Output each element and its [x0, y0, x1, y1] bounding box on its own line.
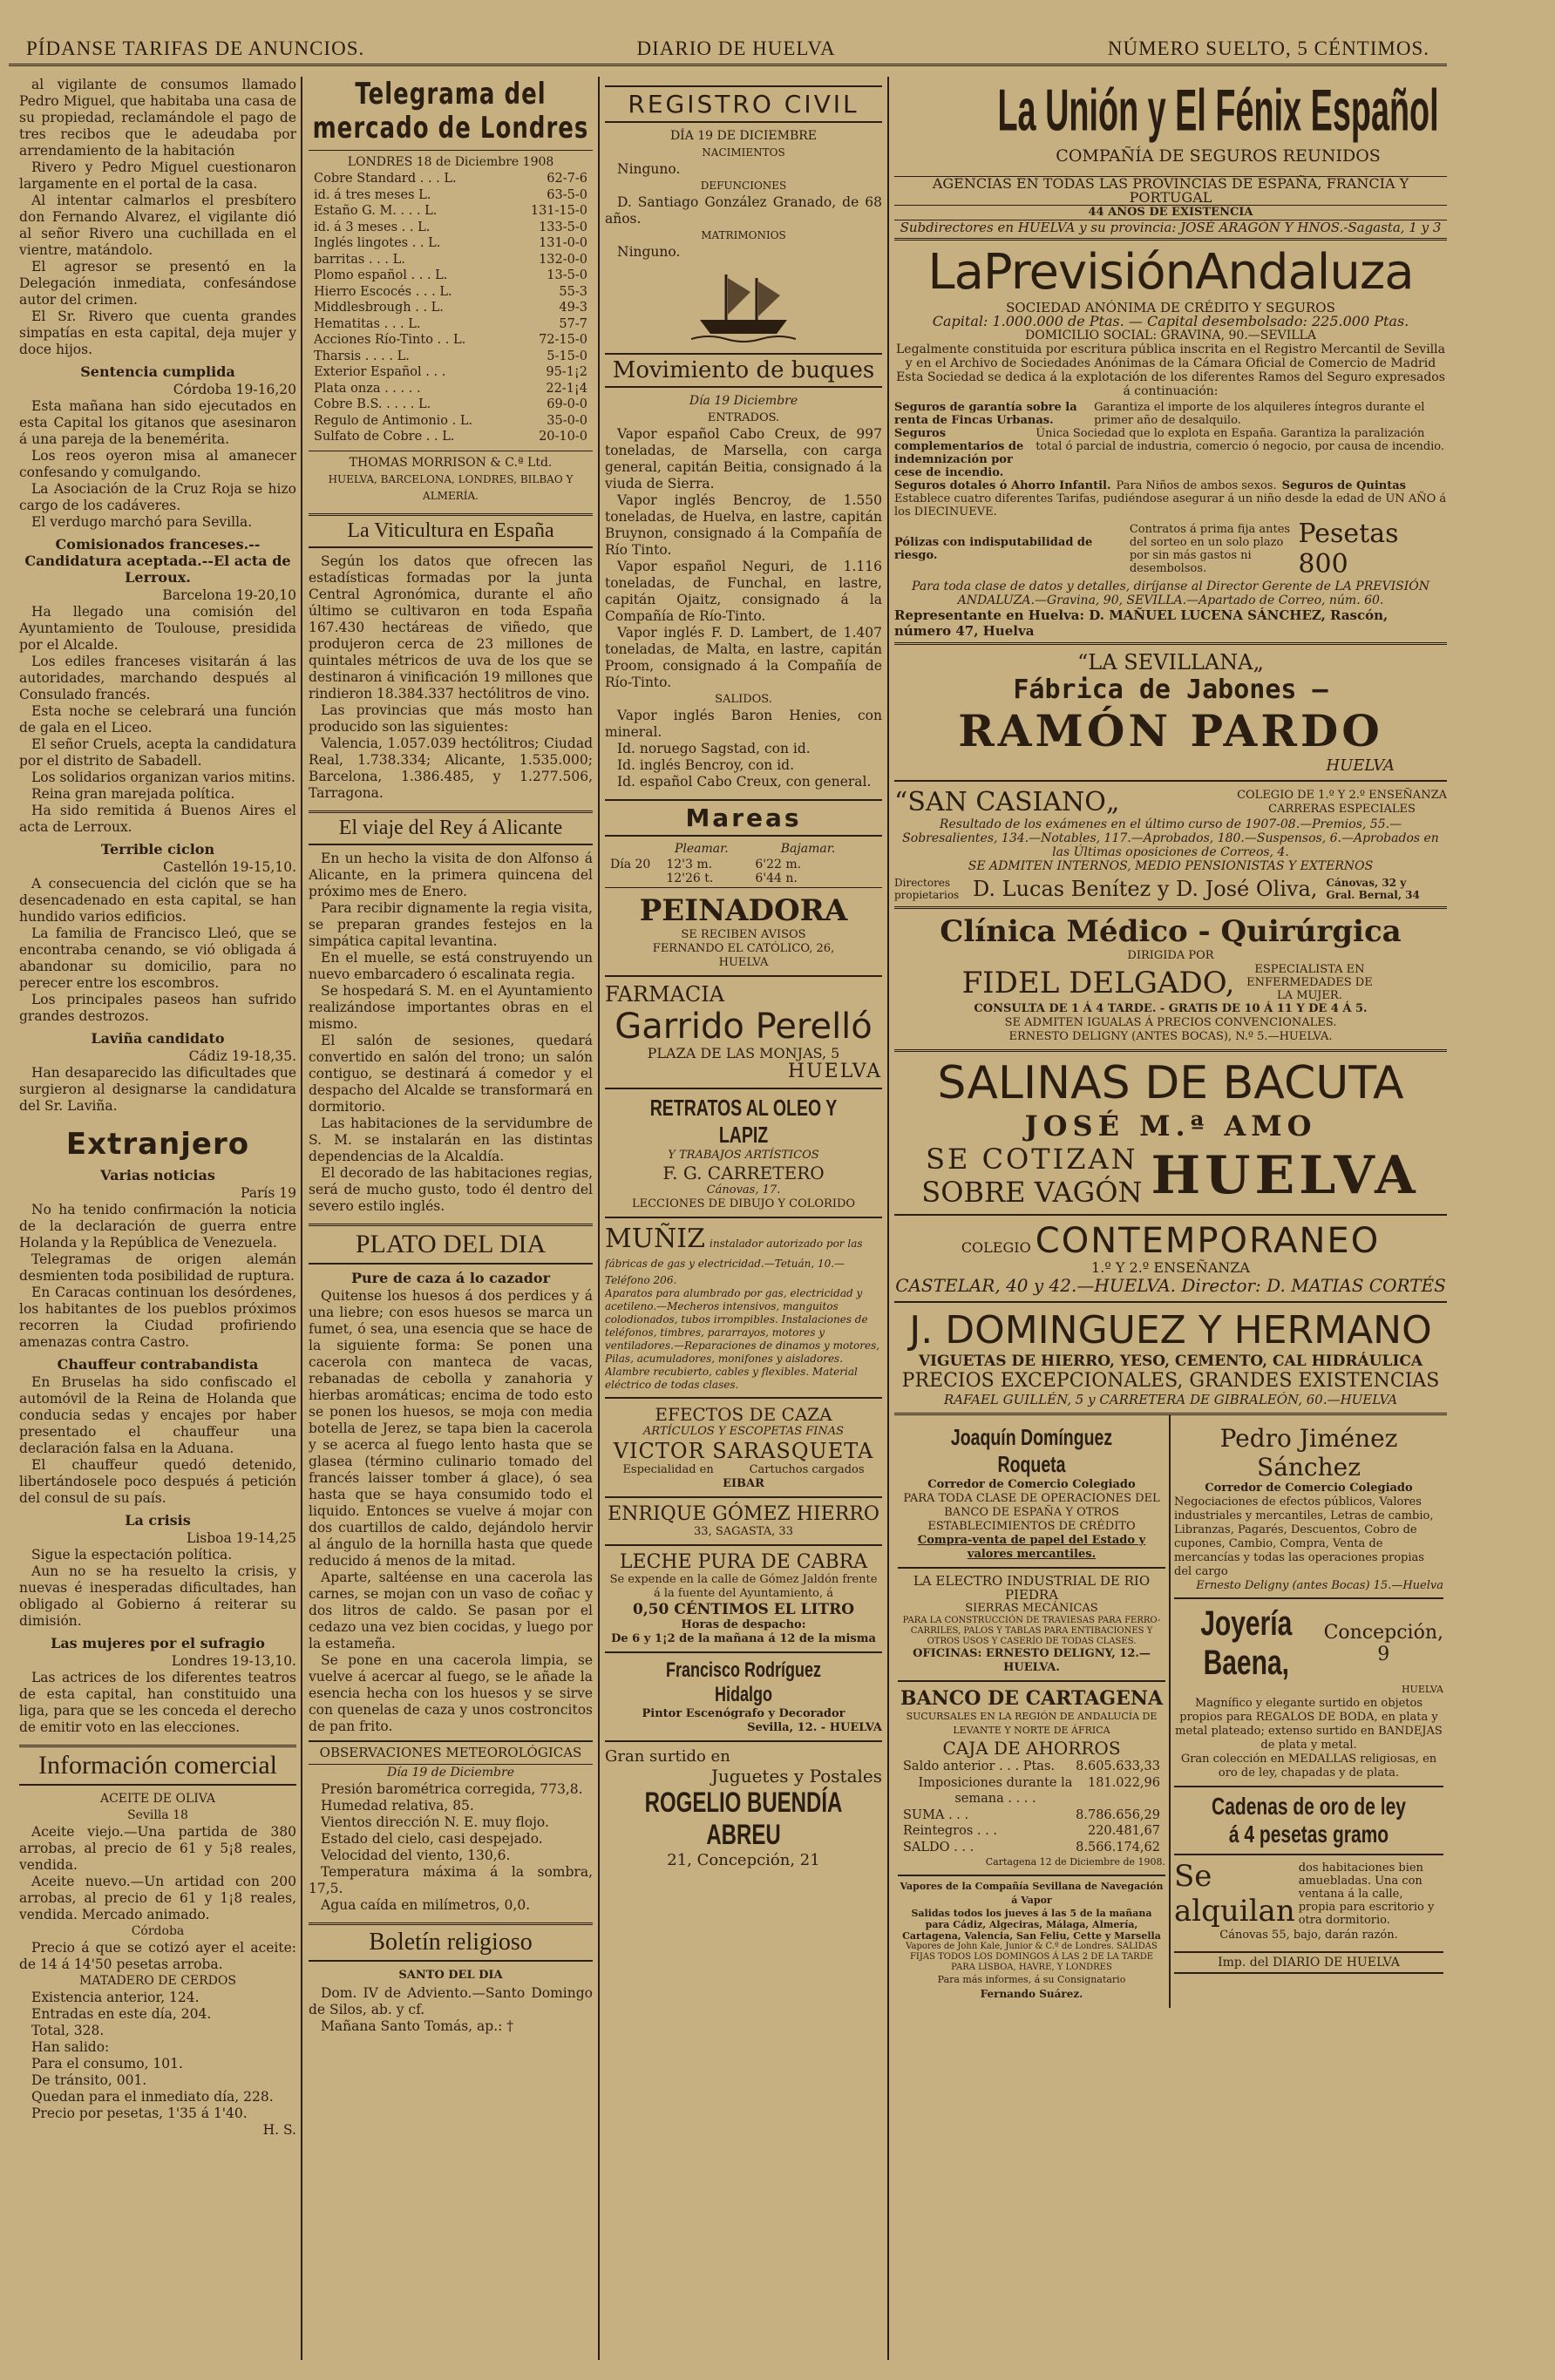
stat-line: Quedan para el inmediato día, 228. [31, 2089, 274, 2105]
price-row [309, 300, 593, 316]
recipe-title: Pure de caza á lo cazador [350, 1269, 551, 1286]
ad-ramon-pardo: “LA SEVILLANA„ Fábrica de Jabones — RAMÓN PARDO HUELVA [894, 642, 1447, 780]
weather-line: Humedad relativa, 85. [321, 1797, 474, 1814]
telegram-title: Telegrama del mercado de Londres [312, 78, 589, 146]
price-value: 5-15-0 [547, 349, 587, 363]
ads-lower-right [1171, 1415, 1447, 2008]
article-text: No ha tenido confirmación la noticia de la declaración de guerra entre Holanda y la República de Venezuela. [19, 1202, 296, 1251]
news-heading: Sentencia cumplida [80, 363, 235, 380]
news-heading: La crisis [125, 1512, 191, 1529]
dateline: Castellón 19-15,10. [163, 859, 296, 875]
article-text: El agresor se presentó en la Delegación inmediata, confesándose autor del crimen. [19, 259, 296, 308]
article-text: Ha llegado una comisión del Ayuntamiento de Toulouse, presidida por el Alcalde. [19, 604, 296, 653]
news-heading: Chauffeur contrabandista [57, 1356, 259, 1373]
ad-electro-industrial: LA ELECTRO INDUSTRIAL DE RIO PIEDRA SIERRAS MECÁNICAS PARA LA CONSTRUCCIÓN DE TRAVIESAS PARA FERRO-CARRILES, PALOS Y TABLAS PARA ENTIBACIONES Y OTROS USOS Y CASERÍO DE TODAS CLASES. OFICINAS: ERNESTO DELIGNY, 12.—HUELVA. [898, 1569, 1165, 1682]
article-text: El chauffeur quedó detenido, libertándosele poco después á petición del consul de su país. [19, 1457, 296, 1506]
ad-gomez-hierro: ENRIQUE GÓMEZ HIERRO 33, SAGASTA, 33 [605, 1498, 882, 1546]
article-text: Se pone en una cacerola limpia, se vuelve á acercar al fuego, se le añade la esencia hecha con los huesos y se sirve con quenelas de caza y unos costroncitos de pan frito. [309, 1651, 593, 1734]
column-registry-ads [605, 77, 882, 2360]
price-value: 22-1¡4 [546, 381, 587, 396]
ads-lower-grid [894, 1413, 1447, 2008]
price-value: 63-5-0 [547, 187, 587, 202]
news-heading: Terrible ciclon [100, 841, 215, 858]
ship-entry: Id. español Cabo Creux, con general. [617, 774, 872, 790]
weather-line: Agua caída en milímetros, 0,0. [321, 1896, 531, 1913]
weather-date: Día 19 de Diciembre [387, 1765, 514, 1780]
news-heading: Las mujeres por el sufragio [51, 1635, 265, 1651]
article-text: Las habitaciones de la servidumbre de S. M. se instalarán en las distintas dependencias de la Alcaldía. [309, 1115, 593, 1164]
price-value: 57-7 [559, 316, 587, 331]
price-row [309, 364, 593, 381]
column-rule [598, 77, 600, 2360]
sub-heading: MATADERO DE CERDOS [79, 1974, 236, 1988]
article-text: Los principales paseos han sufrido grandes destrozos. [19, 992, 296, 1024]
ad-retratos: RETRATOS AL OLEO Y LAPIZ Y TRABAJOS ARTÍSTICOS F. G. CARRETERO Cánovas, 17. LECCIONES DE DIBUJO Y COLORIDO [605, 1089, 882, 1218]
price-table [309, 171, 593, 445]
ad-se-alquilan: Se alquilan dos habitaciones bien amuebladas. Una con ventana á la calle, propia para escritorio y otra dormitorio. Cánovas 55, bajo, darán razón. [1174, 1859, 1435, 1942]
ship-entry: Vapor español Cabo Creux, de 997 toneladas, de Marsella, con carga general, capitán Beitia, consignado á la viuda de Sierra. [605, 426, 882, 492]
article-text: Los solidarios organizan varios mitins. [31, 770, 295, 785]
weather-title: OBSERVACIONES METEOROLÓGICAS [309, 1740, 593, 1765]
article-text: Esta noche se celebrará una función de gala en el Liceo. [19, 703, 296, 736]
stat-line: De tránsito, 001. [31, 2072, 147, 2088]
price-label: Regulo de Antimonio . L. [314, 413, 473, 428]
price-label: Plata onza . . . . . [314, 381, 421, 396]
news-heading: Comisionados franceses.--Candidatura aceptada.--El acta de Lerroux. [24, 536, 291, 586]
article-text: Precio á que se cotizó ayer el aceite: de 14 á 14'50 pesetas arroba. [19, 1940, 296, 1972]
ship-icon [691, 266, 796, 344]
ad-jimenez-sanchez: Pedro Jiménez Sánchez Corredor de Comercio Colegiado Negociaciones de efectos públicos, Valores industriales y mercantiles, Letras de cambio, Libranzas, Pagarés, Descuentos, Cobro de cupones, Cambio, Compra, Venta de mercancías y todas las operaciones propias del cargo Ernesto Deligny (antes Bocas) 15.—Huelva [1174, 1419, 1443, 1599]
ad-muniz: MUÑIZ instalador autorizado por las fábricas de gas y electricidad.—Tetuán, 10.—Teléfono 206. Aparatos para alumbrado por gas, electricidad y acetileno.—Mecheros intensivos, manguitos colodionados, tubos irrompibles. Instalaciones de teléfonos, timbres, pararrayos, motores y ventiladores.—Reparaciones de dinamos y motores, Pilas, acumuladores, monifones y aisladores. Alambre recubierto, cables y flexibles. Material eléctrico de todas clases. [605, 1218, 882, 1399]
article-text: El verdugo marchó para Sevilla. [31, 514, 253, 530]
column-news [19, 77, 296, 2360]
article-text: Se hospedará S. M. en el Ayuntamiento realizándose importantes obras en el mismo. [309, 982, 593, 1032]
price-label: Hematitas . . . L. [314, 316, 421, 331]
subdirectors-line: Subdirectores en HUELVA y su provincia: JOSÉ ARAGÓN Y HNOS.-Sagasta, 1 y 3 [900, 220, 1442, 235]
price-label: Estaño G. M. . . . L. [314, 204, 438, 218]
article-text: Reina gran marejada política. [31, 786, 235, 802]
price-value: 95-1¡2 [546, 365, 587, 379]
ad-dominguez-roqueta: Joaquín Domínguez Roqueta Corredor de Comercio Colegiado PARA TODA CLASE DE OPERACIONES DEL BANCO DE ESPAÑA Y OTROS ESTABLECIMIENTOS DE CRÉDITO Compra-venta de papel del Estado y valores mercantiles. [898, 1419, 1165, 1569]
article-text: Quitense los huesos á dos perdices y á una liebre; con esos huesos se marca un fumet, ó sea, una esencia que se hace de la siguiente forma: Se ponen una cacerola con manteca de vacas, rebanadas de cebolla y zanahoria y hierbas aromáticas; encima de todo esto se ponen los huesos, se moja con media botella de Jerez, se tapa bien la cacerola y se acerca al fuego lento hasta que se glasea (término culinario tomado del francés laisser tomber á glace), ó sea hasta que se haya consumido todo el liquido. Entonces se vuelve á mojar con dos cuartillos de caldo, dejándolo hervir al ángulo de la hornilla hasta que quede reducido á menos de la mitad. [309, 1287, 593, 1569]
section-title-plato: PLATO DEL DIA [309, 1224, 593, 1265]
saint-heading: SANTO DEL DIA [398, 1968, 503, 1982]
article-text: Al intentar calmarlos el presbítero don Fernando Alvarez, el vigilante dió al señor Rivero una cuchillada en el vientre, matándolo. [19, 193, 296, 258]
price-label: Hierro Escocés . . . L. [314, 284, 452, 299]
agent-cities: HUELVA, BARCELONA, LONDRES, BILBAO Y ALMERÍA. [328, 472, 574, 502]
column-markets [309, 77, 593, 2360]
price-value: 62-7-6 [547, 172, 587, 186]
article-text: Aun no se ha resuelto la crisis, y nuevas é inesperadas dificultades, han obligado al Gobierno á reiterar su dimisión. [19, 1563, 296, 1629]
article-text: En un hecho la visita de don Alfonso á Alicante, en la primera quincena del próximo mes de Enero. [309, 850, 593, 899]
price-row [309, 397, 593, 413]
price-label: Tharsis . . . . L. [314, 349, 410, 363]
price-value: 72-15-0 [539, 333, 587, 347]
ad-farmacia: FARMACIA Garrido Perelló PLAZA DE LAS MONJAS, 5 HUELVA [605, 977, 882, 1089]
article-text: En Bruselas ha sido confiscado el automóvil de la Reina de Holanda que conducia sedas y encajes por haber presentado el chauffeur una declaración falsa en la Aduana. [19, 1374, 296, 1456]
article-text: Los reos oyeron misa al amanecer confesando y comulgando. [19, 448, 296, 480]
news-heading: Varias noticias [100, 1167, 215, 1183]
dateline: Córdoba 19-16,20 [173, 382, 296, 397]
agencies-line: AGENCIAS EN TODAS LAS PROVINCIAS DE ESPAÑA, FRANCIA Y PORTUGAL [932, 175, 1409, 206]
sub-heading: ACEITE DE OLIVA [99, 1792, 216, 1806]
section-title-rey: El viaje del Rey á Alicante [309, 810, 593, 845]
imprint: Imp. del DIARIO DE HUELVA [1174, 1951, 1443, 1974]
article-text: Han desaparecido las dificultades que surgieron al designarse la candidatura del Sr. Laviña. [19, 1065, 296, 1114]
price-row [309, 381, 593, 397]
price-row [309, 413, 593, 430]
shipping-title: Movimiento de buques [605, 353, 882, 388]
price-label: Inglés lingotes . . L. [314, 236, 441, 250]
price-row [309, 332, 593, 349]
price-value: 55-3 [559, 284, 587, 299]
ad-vapores: Vapores de la Compañía Sevillana de Navegación á Vapor Salidas todos los jueves á las 5 de la mañana para Cádiz, Algeciras, Málaga, Almería, Cartagena, Valencia, San Feliu, Cette y Marsella Vapores de John Kale, Junior & C.º de Londres. SALIDAS FIJAS TODOS LOS DOMINGOS Á LAS 2 DE LA TARDE PARA LISBOA, HAVRE, Y LONDRES Para más informes, á su Consignatario Fernando Suárez. [900, 1881, 1164, 2000]
article-text: El decorado de las habitaciones regias, será de mucho gusto, todo él dentro del severo estilo inglés. [309, 1164, 593, 1214]
ship-entry: Vapor español Neguri, de 1.116 toneladas, de Funchal, en lastre, capitán Ojaitz, consignado á la Compañía de Río-Tinto. [605, 559, 882, 624]
weather-line: Presión barométrica corregida, 773,8. [321, 1780, 583, 1797]
ad-clinica: Clínica Médico - Quirúrgica DIRIGIDA POR FIDEL DELGADO, ESPECIALISTA EN ENFERMEDADES DE LA MUJER. CONSULTA DE 1 Á 4 TARDE. - GRATIS DE 10 Á 11 Y DE 4 Á 5. SE ADMITEN IGUALAS Á PRECIOS CONVENCIONALES. ERNESTO DELIGNY (ANTES BOCAS), N.º 5.—HUELVA. [894, 906, 1447, 1049]
price-value: 133-5-0 [539, 220, 587, 234]
price-row [309, 284, 593, 301]
article-text: A consecuencia del ciclón que se ha desencadenado en esta capital, se han hundido varios edificios. [19, 876, 296, 925]
years-line: 44 AÑOS DE EXISTENCIA [894, 205, 1447, 220]
price-row [309, 252, 593, 268]
article-text: Aceite nuevo.—Un artidad con 200 arrobas, al precio de 61 y 1¡8 reales, vendida. Mercado animado. [19, 1874, 296, 1922]
price-label: id. á 3 meses . . L. [314, 220, 431, 234]
stat-line: Han salido: [31, 2039, 110, 2055]
price-row [309, 220, 593, 236]
registry-entry: D. Santiago González Granado, de 68 años. [605, 194, 882, 227]
agent-name: THOMAS MORRISON & C.ª Ltd. [309, 451, 593, 471]
article-text: Aparte, saltéense en una cacerola las carnes, se mojan con un vaso de coñac y dos litros de caldo. Se pasan por el cedazo una vez bien cocidas, y luego por la estameña. [309, 1569, 593, 1651]
section-title-comercial: Información comercial [19, 1745, 296, 1786]
ad-joyeria-baena: Joyería Baena, Concepción, 9 HUELVA Magnífico y elegante surtido en objetos propios para REGALOS DE BODA, en plata y metal plateado; extenso surtido en BANDEJAS de plata y metal. Gran colección en MEDALLAS religiosas, en oro de ley, chapadas y de plata. [1174, 1599, 1443, 1787]
price-label: id. á tres meses L. [314, 187, 431, 202]
header-center: DIARIO DE HUELVA [636, 37, 836, 59]
article-text: La Asociación de la Cruz Roja se hizo cargo de los cadáveres. [19, 481, 296, 513]
header-left: PÍDANSE TARIFAS DE ANUNCIOS. [26, 37, 365, 59]
ad-union-fenix: La Unión y El Fénix Español COMPAÑÍA DE SEGUROS REUNIDOS [894, 77, 1447, 177]
article-text: Para recibir dignamente la regia visita, se preparan grandes festejos en la simpática capital levantina. [309, 899, 593, 949]
price-row [309, 316, 593, 333]
price-value: 13-5-0 [547, 268, 587, 282]
ship-entry: Vapor inglés Baron Henies, con mineral. [605, 708, 882, 740]
price-value: 49-3 [559, 301, 587, 315]
ad-banco-cartagena: BANCO DE CARTAGENA SUCURSALES EN LA REGIÓN DE ANDALUCÍA DE LEVANTE Y NORTE DE ÁFRICA CAJA DE AHORROS Saldo anterior . . . Ptas. 8.605.633,33 Imposiciones durante la semana . . . . 181.022,96 SUMA . . . 8.786.656,29 Reintegros . . . 220.481,67 SALDO . . . 8.566.174,62 Cartagena 12 de Diciembre de 1908. [898, 1682, 1165, 1876]
column-ads [894, 77, 1447, 2360]
price-value: 69-0-0 [547, 397, 587, 411]
column-rule [301, 77, 302, 2360]
departures-heading: SALIDOS. [715, 693, 772, 706]
ad-dominguez-hermano: J. DOMINGUEZ Y HERMANO VIGUETAS DE HIERRO, YESO, CEMENTO, CAL HIDRÁULICA PRECIOS EXCEPCIONALES, GRANDES EXISTENCIAS RAFAEL GUILLÉN, 5 y CARRETERA DE GIBRALEÓN, 60.—HUELVA [894, 1301, 1447, 1413]
ship-entry: Id. noruego Sagstad, con id. [617, 741, 811, 756]
price-row [309, 171, 593, 187]
section-title-extranjero: Extranjero [65, 1127, 250, 1162]
article-text: Rivero y Pedro Miguel cuestionaron largamente en el portal de la casa. [19, 159, 296, 192]
stat-line: Total, 328. [31, 2023, 105, 2038]
section-title-boletin: Boletín religioso [309, 1922, 593, 1962]
price-row [309, 203, 593, 220]
article-text: En Caracas continuan los desórdenes, los habitantes de los pueblos próximos recorren la Ciudad profiriendo amenazas contra Castro. [19, 1285, 296, 1350]
article-text: La familia de Francisco Lleó, que se encontraba cenando, se vió obligada á abandonar su domicilio, para no perecer entre los escombros. [19, 926, 296, 991]
article-text: Las provincias que más mosto han producido son las siguientes: [309, 702, 593, 735]
registry-date: DÍA 19 DE DICIEMBRE [669, 129, 818, 143]
article-text: Ha sido remitida á Buenos Aires el acta de Lerroux. [19, 803, 296, 835]
arrivals-heading: ENTRADOS. [707, 411, 780, 424]
article-text: Los ediles franceses visitarán á las autoridades, marchando después al Consulado francés. [19, 654, 296, 702]
ad-buendia: Gran surtido en Juguetes y Postales ROGELIO BUENDÍA ABREU 21, Concepción, 21 [605, 1747, 882, 1869]
article-text: Mañana Santo Tomás, ap.: † [321, 2017, 514, 2034]
shipping-date: Día 19 Diciembre [689, 394, 798, 408]
header-right: NÚMERO SUELTO, 5 CÉNTIMOS. [1107, 37, 1429, 59]
article-text: El salón de sesiones, quedará convertido en salón del trono; un salón contiguo, se destinará á comedor y el despacho del Alcalde se transformará en dormitorio. [309, 1032, 593, 1115]
tides-headers: Pleamar. Bajamar. [675, 842, 836, 856]
page-header [9, 37, 1447, 66]
dateline: Barcelona 19-20,10 [162, 587, 296, 603]
ship-entry: Id. inglés Bencroy, con id. [617, 757, 795, 773]
price-value: 131-15-0 [530, 204, 587, 218]
article-text: El señor Cruels, acepta la candidatura por el distrito de Sabadell. [19, 736, 296, 769]
section-title-viticultura: La Viticultura en España [309, 513, 593, 548]
ads-lower-left [894, 1415, 1171, 2008]
news-heading: Laviña candidato [91, 1030, 225, 1047]
ad-efectos-caza: EFECTOS DE CAZA ARTÍCULOS Y ESCOPETAS FINAS VICTOR SARASQUETA Especialidad en Cartuchos cargados EIBAR [605, 1399, 882, 1498]
ad-peinadora: PEINADORA SE RECIBEN AVISOS FERNANDO EL CATÓLICO, 26, HUELVA [605, 888, 882, 977]
price-label: Cobre B.S. . . . . L. [314, 397, 431, 411]
dateline: Cádiz 19-18,35. [188, 1048, 296, 1064]
price-value: 132-0-0 [539, 252, 587, 267]
stat-line: Precio por pesetas, 1'35 á 1'40. [31, 2105, 248, 2121]
column-rule [887, 77, 889, 2360]
price-row [309, 349, 593, 365]
article-text: En el muelle, se está construyendo un nuevo embarcadero ó escalinata regia. [309, 949, 593, 982]
price-label: barritas . . . L. [314, 252, 405, 267]
article-text: El Sr. Rivero que cuenta grandes simpatías en esta capital, deja mujer y doce hijos. [19, 309, 296, 357]
registry-entry: Ninguno. [617, 161, 681, 177]
registry-entry: Ninguno. [617, 244, 681, 260]
article-text: Según los datos que ofrecen las estadísticas formadas por la junta Central Agronómica, durante el año último se cultivaron en toda España 167.430 hectáreas de viñedo, que produjeron cerca de 23 millones de quintales métricos de uva de los que se destinaron á vinificación 19 millones que rindieron 18.384.337 hectólitros de vino. [309, 553, 593, 702]
signature: H. S. [262, 2122, 296, 2138]
marriages-heading: MATRIMONIOS [701, 229, 786, 241]
ad-leche: LECHE PURA DE CABRA Se expende en la calle de Gómez Jaldón frente á la fuente del Ayuntamiento, á 0,50 CÉNTIMOS EL LITRO Horas de despacho: De 6 y 1¡2 de la mañana á 12 de la misma [605, 1546, 882, 1653]
article-text: al vigilante de consumos llamado Pedro Miguel, que habitaba una casa de su propiedad, reclamándole el pago de tres recibos que le adeudaba por arrendamiento de la habitación [19, 77, 296, 159]
ad-san-casiano: “SAN CASIANO„ COLEGIO DE 1.º Y 2.º ENSEÑANZA CARRERAS ESPECIALES Resultado de los exámenes en el último curso de 1907-08.—Premios, 55.—Sobresalientes, 134.—Notables, 117.—Aprobados, 180.—Suspensos, 6.—Aprobados en las Últimas oposiciones de Correos, 4. SE ADMITEN INTERNOS, MEDIO PENSIONISTAS Y EXTERNOS Directores propietarios D. Lucas Benítez y D. José Oliva, Cánovas, 32 y Gral. Bernal, 34 [894, 780, 1447, 906]
registry-title: REGISTRO CIVIL [605, 85, 882, 123]
dateline: París 19 [241, 1185, 296, 1201]
telegram-date: LONDRES 18 de Diciembre 1908 [309, 150, 593, 171]
price-row [309, 235, 593, 252]
article-text: Dom. IV de Adviento.—Santo Domingo de Silos, ab. y cf. [309, 1984, 593, 2017]
ad-contemporaneo: COLEGIO CONTEMPORANEO 1.º Y 2.º ENSEÑANZA CASTELAR, 40 y 42.—HUELVA. Director: D. MATIAS CORTÉS [894, 1214, 1447, 1301]
deaths-heading: DEFUNCIONES [700, 180, 787, 192]
article-text: Valencia, 1.057.039 hectólitros; Ciudad Real, 1.738.334; Alicante, 1.535.000; Barcelona, 1.386.485, y 1.277.506, Tarragona. [309, 735, 593, 801]
price-row [309, 429, 593, 445]
price-value: 35-0-0 [547, 413, 587, 428]
ship-entry: Vapor inglés F. D. Lambert, de 1.407 toneladas, de Malta, en lastre, capitán Proom, consignado á la Compañía de Río-Tinto. [605, 625, 882, 690]
price-row [309, 187, 593, 204]
ad-rodriguez-hidalgo: Francisco Rodríguez Hidalgo Pintor Escenógrafo y Decorador Sevilla, 12. - HUELVA [605, 1653, 882, 1742]
article-text: Sigue la espectación política. [31, 1547, 233, 1563]
dateline: Córdoba [131, 1924, 185, 1938]
price-label: Cobre Standard . . . L. [314, 172, 457, 186]
stat-line: Existencia anterior, 124. [31, 1990, 200, 2005]
article-text: Esta mañana han sido ejecutados en esta Capital los gitanos que asesinaron á una pareja de la benemérita. [19, 398, 296, 447]
price-label: Plomo español . . . L. [314, 268, 448, 282]
tides-row: Día 20 12'3 m. 12'26 t. 6'22 m. 6'44 n. [605, 856, 882, 888]
dateline: Londres 19-13,10. [171, 1653, 296, 1669]
weather-line: Velocidad del viento, 130,6. [321, 1847, 511, 1863]
price-row [309, 268, 593, 284]
price-value: 131-0-0 [539, 236, 587, 250]
dateline: Sevilla 18 [127, 1808, 188, 1822]
weather-line: Temperatura máxima á la sombra, 17,5. [309, 1863, 593, 1896]
ad-cadenas: Cadenas de oro de ley á 4 pesetas gramo [1174, 1787, 1443, 1855]
tides-title: Mareas [605, 799, 882, 837]
article-text: Telegramas de origen alemán desmienten toda posibilidad de ruptura. [19, 1251, 296, 1284]
ad-prevision-andaluza: LaPrevisiónAndaluza SOCIEDAD ANÓNIMA DE CRÉDITO Y SEGUROS Capital: 1.000.000 de Ptas. — Capital desembolsado: 225.000 Ptas. DOMICILIO SOCIAL: GRAVINA, 90.—SEVILLA Legalmente constituida por escritura pública inscrita en el Registro Mercantil de Sevilla y en el Archivo de Sociedades Anónimas de la Cámara Oficial de Comercio de Madrid Esta Sociedad se dedica á la explotación de los diferentes Ramos del Seguro expresados á continuación: Seguros de garantía sobre la renta de Fincas Urbanas. Garantiza el importe de los alquileres íntegros durante el primer año de desalquilo. Seguros complementarios de indemnización por cese de incendio. Única Sociedad que lo explota en España. Garantiza la paralización total ó parcial de industria, comercio ó negocio, por causa de incendio. Seguros dotales ó Ahorro Infantil. Para Niños de ambos sexos. Seguros de Quintas Establece cuatro diferentes Tarifas, pudiéndose asegurar á un niño desde la edad de UN AÑO á los DIECINUEVE. Pólizas con indisputabilidad de riesgo. Contratos á prima fija antes del sorteo en un solo plazo por sin más gastos ni desembolsos. Pesetas 800 Para toda clase de datos y detalles, diríjanse al Director Gerente de LA PREVISIÓN ANDALUZA.—Gravina, 90, SEVILLA.—Apartado de Correo, núm. 60. Representante en Huelva: D. MAÑUEL LUCENA SÁNCHEZ, Rascón, número 47, Huelva [894, 238, 1447, 642]
article-text: Las actrices de los diferentes teatros de esta capital, han constituido una liga, para que se les conceda el derecho de emitir voto en las elecciones. [19, 1670, 296, 1735]
price-label: Exterior Español . . . [314, 365, 446, 379]
price-label: Acciones Río-Tinto . . L. [314, 333, 466, 347]
ship-entry: Vapor inglés Bencroy, de 1.550 toneladas, de Huelva, en lastre, capitán Bruynon, consignado á la Compañía de Río Tinto. [605, 492, 882, 558]
stat-line: Para el consumo, 101. [31, 2056, 183, 2071]
article-text: Aceite viejo.—Una partida de 380 arrobas, al precio de 61 y 5¡8 reales, vendida. [19, 1824, 296, 1873]
price-label: Sulfato de Cobre . . L. [314, 430, 455, 444]
births-heading: NACIMIENTOS [702, 146, 785, 159]
ad-salinas: SALINAS DE BACUTA JOSÉ M.ª AMO SE COTIZAN SOBRE VAGÓN HUELVA [894, 1049, 1447, 1214]
weather-line: Vientos dirección N. E. muy flojo. [321, 1814, 549, 1830]
price-value: 20-10-0 [539, 430, 587, 444]
stat-line: Entradas en este día, 204. [31, 2006, 212, 2022]
price-label: Middlesbrough . . L. [314, 301, 444, 315]
dateline: Lisboa 19-14,25 [187, 1530, 296, 1546]
weather-line: Estado del cielo, casi despejado. [321, 1830, 543, 1847]
